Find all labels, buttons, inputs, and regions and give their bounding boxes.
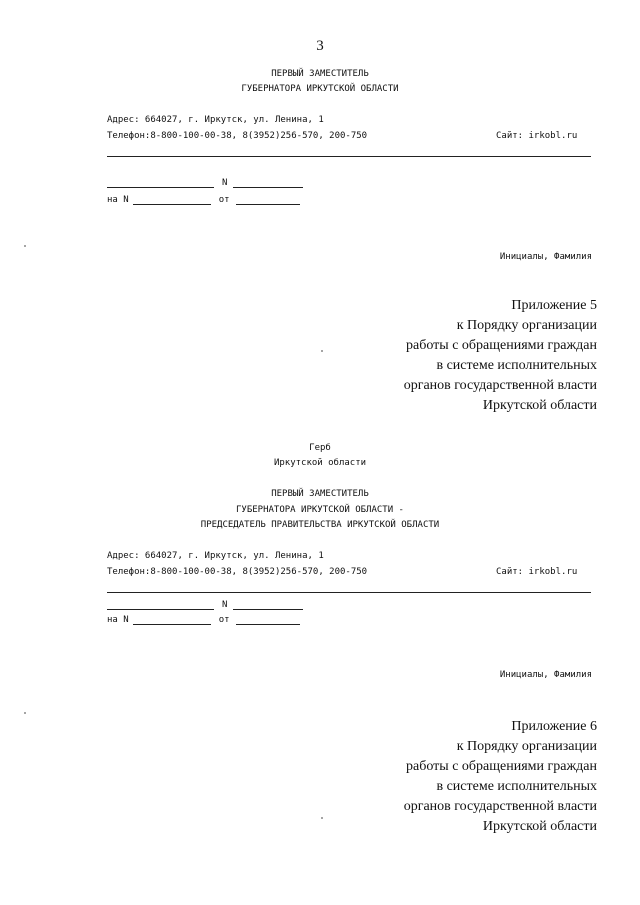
date-blank <box>107 600 214 610</box>
appendix-6-block <box>404 717 597 837</box>
header-divider <box>107 592 591 593</box>
address-line: Адрес: 664027, г. Иркутск, ул. Ленина, 1 <box>107 551 324 561</box>
date-blank <box>107 178 214 188</box>
letterhead-title-line3: ПРЕДСЕДАТЕЛЬ ПРАВИТЕЛЬСТВА ИРКУТСКОЙ ОБЛАСТИ <box>200 520 440 530</box>
letterhead-title-line2: ГУБЕРНАТОРА ИРКУТСКОЙ ОБЛАСТИ - <box>236 505 404 515</box>
from-label: от <box>218 195 230 205</box>
appendix-5-line: к Порядку организации <box>456 318 597 333</box>
ref-date-blank <box>236 195 300 205</box>
header-divider <box>107 156 591 157</box>
phone-line: Телефон:8-800-100-00-38, 8(3952)256-570, 200-750 <box>107 131 368 141</box>
signature-placeholder: Инициалы, Фамилия <box>499 670 592 680</box>
letterhead-title-line1: ПЕРВЫЙ ЗАМЕСТИТЕЛЬ <box>271 489 369 499</box>
ref-number-blank <box>133 195 211 205</box>
ref-label: на N <box>107 195 129 205</box>
appendix-5-block <box>404 296 597 416</box>
letterhead-title-line1: ПЕРВЫЙ ЗАМЕСТИТЕЛЬ <box>271 69 369 79</box>
from-label: от <box>218 615 230 625</box>
appendix-6-line: Приложение 6 <box>511 719 597 734</box>
signature-placeholder: Инициалы, Фамилия <box>499 252 592 262</box>
number-field-row <box>107 178 303 188</box>
site-line: Сайт: irkobl.ru <box>496 567 578 577</box>
appendix-5-line: Иркутской области <box>482 398 597 413</box>
emblem-caption-line2: Иркутской области <box>273 458 367 468</box>
appendix-6-line: Иркутской области <box>482 819 597 834</box>
scan-speck <box>24 245 26 247</box>
ref-date-blank <box>236 615 300 625</box>
address-line: Адрес: 664027, г. Иркутск, ул. Ленина, 1 <box>107 115 324 125</box>
reference-field-row <box>107 615 300 625</box>
page-number: 3 <box>316 38 324 54</box>
appendix-6-line: к Порядку организации <box>456 739 597 754</box>
appendix-6-line: работы с обращениями граждан <box>406 759 597 774</box>
appendix-5-line: Приложение 5 <box>511 298 597 313</box>
reference-field-row <box>107 195 300 205</box>
appendix-5-line: в системе исполнительных <box>436 358 597 373</box>
number-field-row <box>107 600 303 610</box>
ref-number-blank <box>133 615 211 625</box>
letterhead-title-line2: ГУБЕРНАТОРА ИРКУТСКОЙ ОБЛАСТИ <box>241 84 399 94</box>
appendix-6-line: в системе исполнительных <box>436 779 597 794</box>
number-label: N <box>222 178 228 188</box>
number-label: N <box>222 600 228 610</box>
number-blank <box>233 600 303 610</box>
ref-label: на N <box>107 615 129 625</box>
appendix-5-line: органов государственной власти <box>403 378 597 393</box>
site-line: Сайт: irkobl.ru <box>496 131 578 141</box>
appendix-5-line: работы с обращениями граждан <box>406 338 597 353</box>
phone-line: Телефон:8-800-100-00-38, 8(3952)256-570, 200-750 <box>107 567 368 577</box>
appendix-6-line: органов государственной власти <box>403 799 597 814</box>
number-blank <box>233 178 303 188</box>
scan-speck <box>321 350 323 352</box>
scan-speck <box>24 712 26 714</box>
scan-speck <box>321 817 323 819</box>
emblem-caption-line1: Герб <box>309 443 331 453</box>
